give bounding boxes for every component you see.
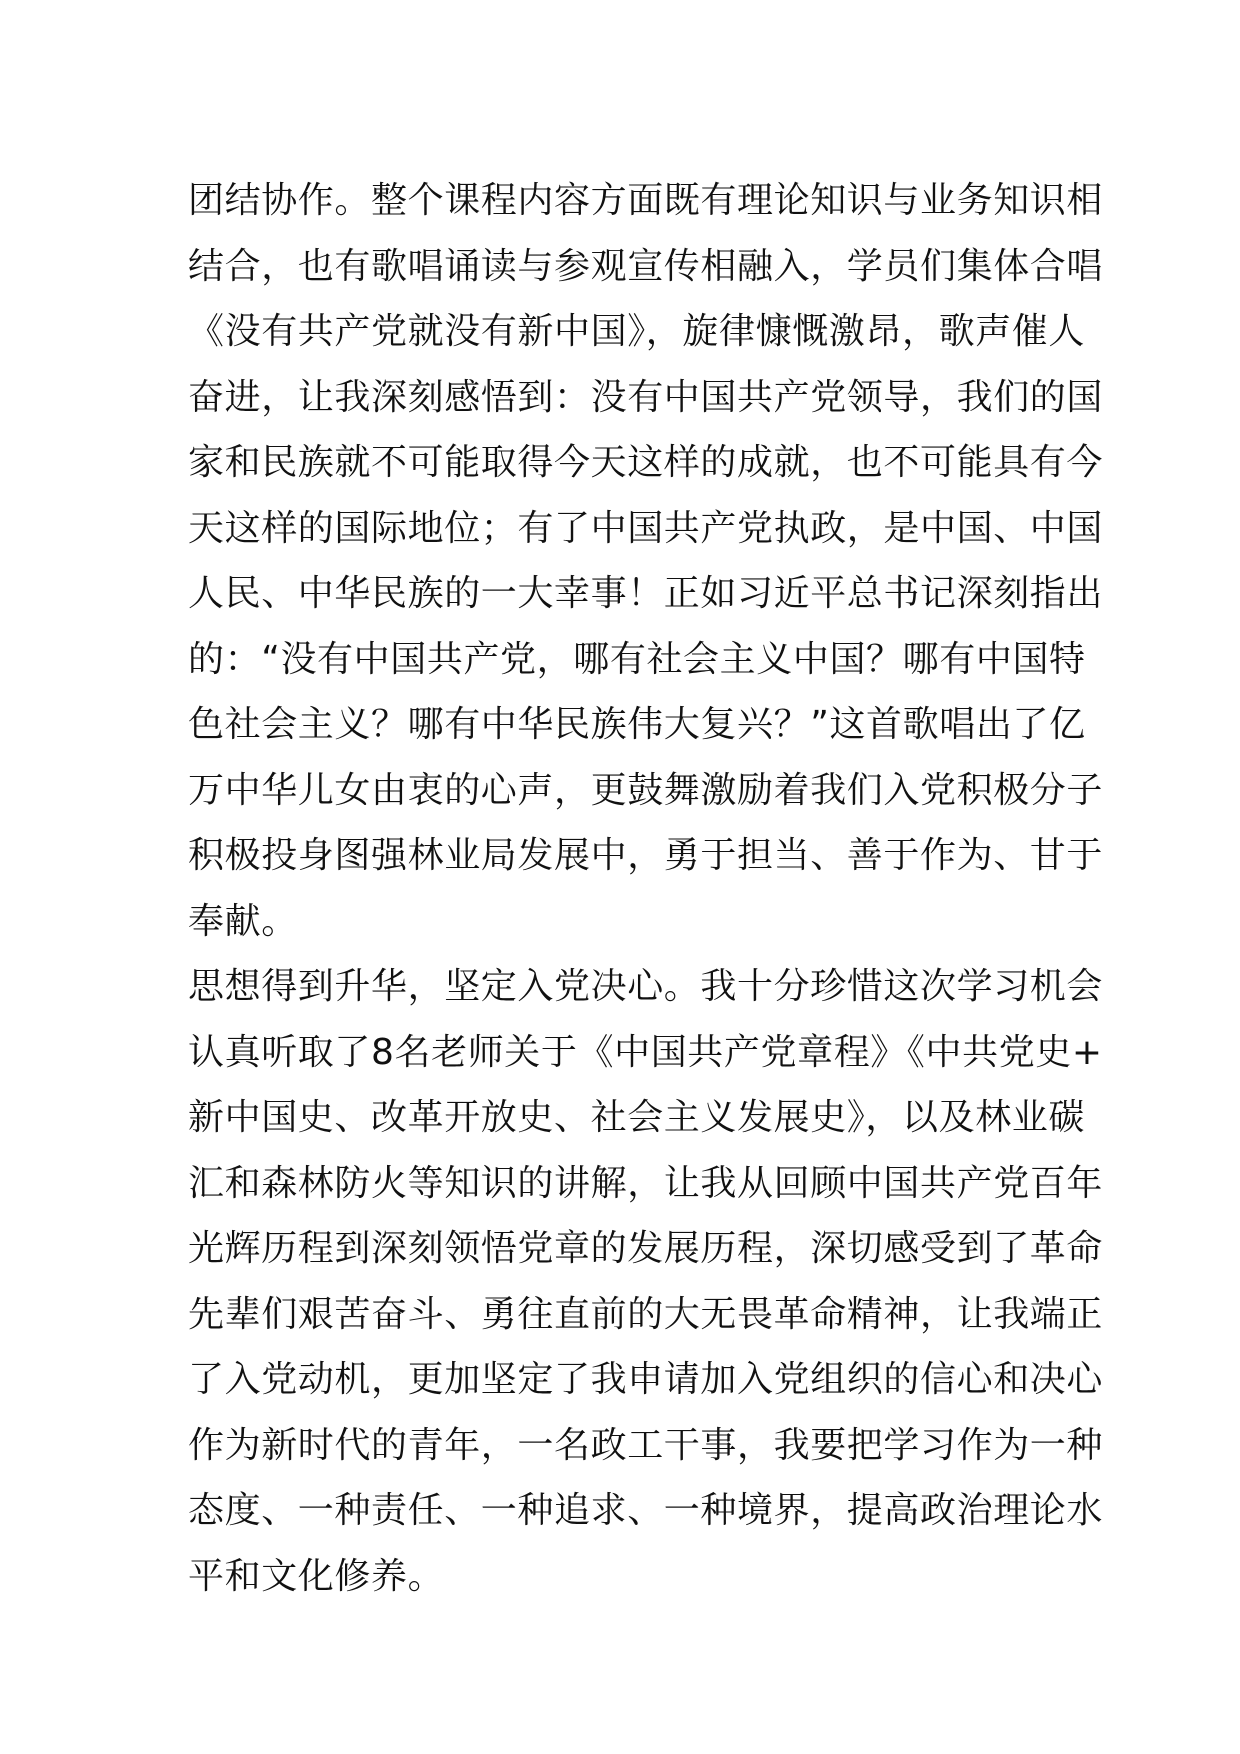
- text-line: 家和民族就不可能取得今天这样的成就，也不可能具有今: [188, 442, 1104, 483]
- text-line: 新中国史、改革开放史、社会主义发展史》，以及林业碳: [188, 1097, 1086, 1138]
- text-line: 的：“没有中国共产党，哪有社会主义中国？哪有中国特: [188, 638, 1086, 680]
- text-line: 了入党动机，更加坚定了我申请加入党组织的信心和决心: [188, 1359, 1104, 1400]
- text-line: 万中华儿女由衷的心声，更鼓舞激励着我们入党积极分子: [188, 769, 1104, 811]
- text-line: 态度、一种责任、一种追求、一种境界，提高政治理论水: [188, 1490, 1104, 1531]
- text-line: 思想得到升华，坚定入党决心。我十分珍惜这次学习机会: [188, 966, 1104, 1007]
- text-line: 认真听取了8名老师关于《中国共产党章程》《中共党史+: [188, 1031, 1103, 1073]
- text-line: 团结协作。整个课程内容方面既有理论知识与业务知识相: [188, 180, 1104, 221]
- text-line: 积极投身图强林业局发展中，勇于担当、善于作为、甘于: [188, 835, 1104, 876]
- body-text: [188, 168, 1104, 1609]
- text-line: 汇和森林防火等知识的讲解，让我从回顾中国共产党百年: [188, 1162, 1104, 1204]
- text-line: 光辉历程到深刻领悟党章的发展历程，深切感受到了革命: [188, 1228, 1104, 1269]
- text-line: 平和文化修养。: [188, 1555, 445, 1597]
- text-line: 先辈们艰苦奋斗、勇往直前的大无畏革命精神，让我端正: [188, 1293, 1104, 1335]
- text-line: 色社会主义？哪有中华民族伟大复兴？”这首歌唱出了亿: [188, 704, 1086, 745]
- text-line: 奉献。: [188, 900, 298, 942]
- text-line: 天这样的国际地位；有了中国共产党执政，是中国、中国: [188, 507, 1104, 549]
- text-line: 结合，也有歌唱诵读与参观宣传相融入，学员们集体合唱: [188, 245, 1104, 287]
- text-line: 人民、中华民族的一大幸事！正如习近平总书记深刻指出: [188, 573, 1104, 614]
- text-line: 《没有共产党就没有新中国》，旋律慷慨激昂，歌声催人: [188, 311, 1086, 352]
- text-line: 奋进，让我深刻感悟到：没有中国共产党领导，我们的国: [188, 376, 1104, 418]
- text-line: 作为新时代的青年，一名政工干事，我要把学习作为一种: [188, 1424, 1104, 1466]
